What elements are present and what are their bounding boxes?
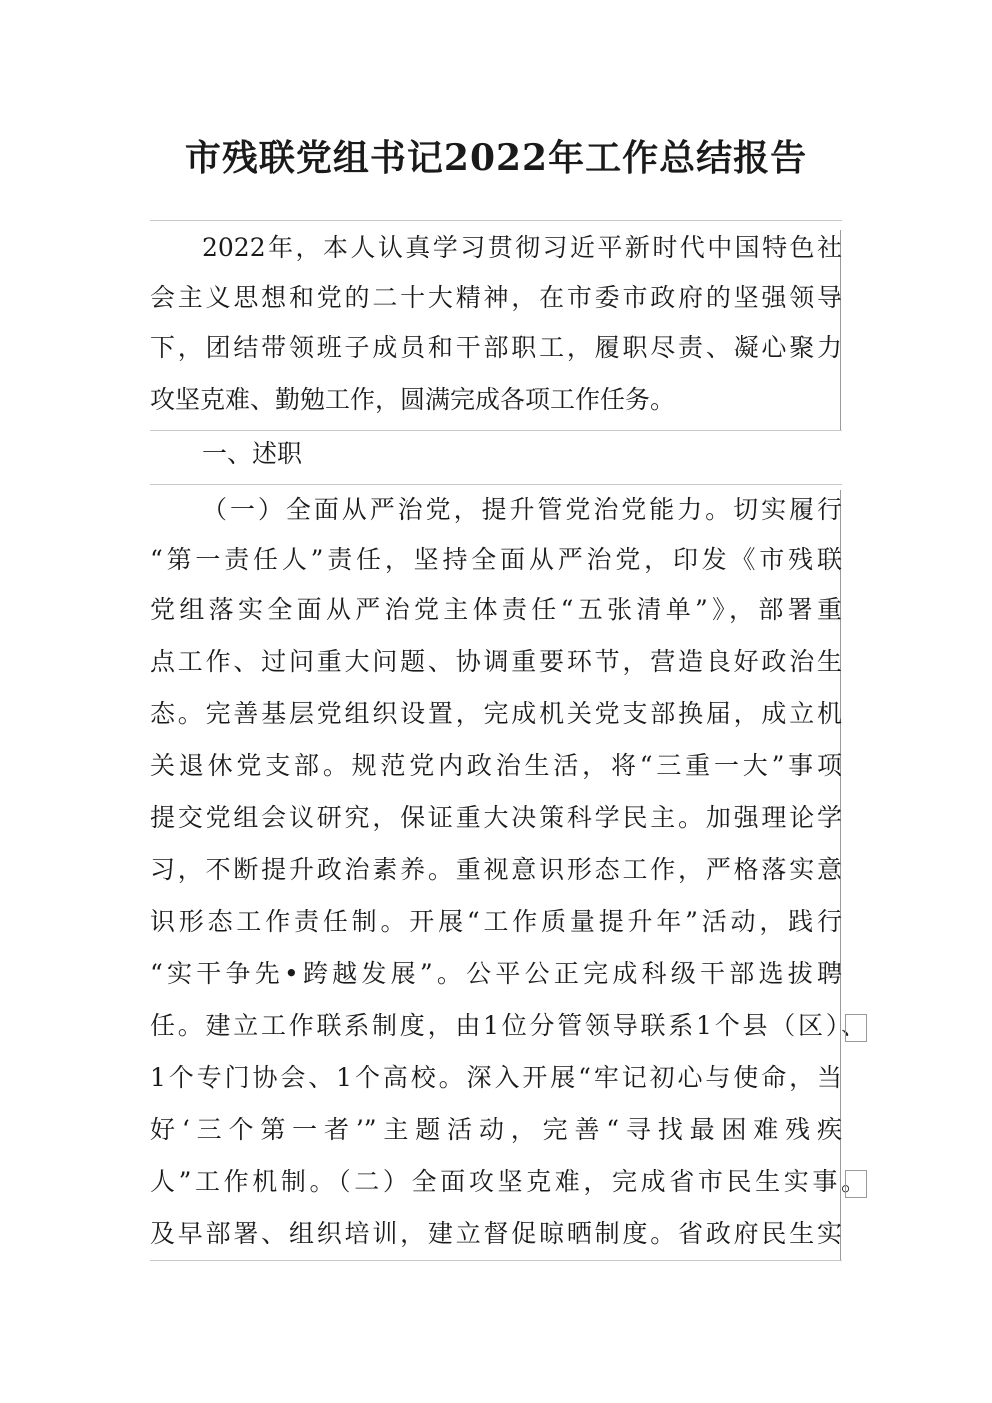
paragraph-line: 习，不断提升政治素养。重视意识形态工作，严格落实意: [150, 855, 842, 884]
paragraph-line: 下，团结带领班子成员和干部职工，履职尽责、凝心聚力: [150, 333, 842, 362]
paragraph-top-rule: [150, 484, 842, 485]
paragraph-line: 识形态工作责任制。开展“工作质量提升年”活动，践行: [150, 907, 842, 936]
paragraph-line: 人”工作机制。（二）全面攻坚克难，完成省市民生实事。: [150, 1167, 866, 1196]
paragraph-line: “第一责任人”责任，坚持全面从严治党，印发《市残联: [150, 545, 842, 574]
paragraph-line: （一）全面从严治党，提升管党治党能力。切实履行: [202, 495, 842, 524]
paragraph-line: 1个专门协会、1个高校。深入开展“牢记初心与使命，当: [150, 1063, 842, 1092]
paragraph-line: 2022年，本人认真学习贯彻习近平新时代中国特色社: [202, 233, 842, 262]
paragraph-line: 好‘三个第一者’”主题活动，完善“寻找最困难残疾: [150, 1115, 842, 1144]
paragraph-line: “实干争先•跨越发展”。公平公正完成科级干部选拔聘: [150, 959, 842, 988]
section-heading: 一、述职: [202, 439, 303, 468]
paragraph-line: 态。完善基层党组织设置，完成机关党支部换届，成立机: [150, 699, 842, 728]
line-overflow-marker: [845, 1170, 867, 1198]
paragraph-top-rule: [150, 220, 842, 221]
paragraph-line: 党组落实全面从严治党主体责任“五张清单”》，部署重: [150, 595, 842, 624]
paragraph-bottom-rule: [150, 430, 842, 431]
paragraph-bottom-rule: [150, 1260, 842, 1261]
paragraph-line: 点工作、过问重大问题、协调重要环节，营造良好政治生: [150, 647, 842, 676]
paragraph-line: 提交党组会议研究，保证重大决策科学民主。加强理论学: [150, 803, 842, 832]
paragraph-line: 攻坚克难、勤勉工作，圆满完成各项工作任务。: [150, 385, 676, 414]
paragraph-line: 任。建立工作联系制度，由1位分管领导联系1个县（区）、: [150, 1011, 866, 1040]
paragraph-line: 及早部署、组织培训，建立督促晾晒制度。省政府民生实: [150, 1219, 842, 1248]
document-title: 市残联党组书记2022年工作总结报告: [184, 137, 808, 179]
paragraph-line: 关退休党支部。规范党内政治生活，将“三重一大”事项: [150, 751, 842, 780]
paragraph-line: 会主义思想和党的二十大精神，在市委市政府的坚强领导: [150, 283, 842, 312]
line-overflow-marker: [845, 1014, 867, 1042]
